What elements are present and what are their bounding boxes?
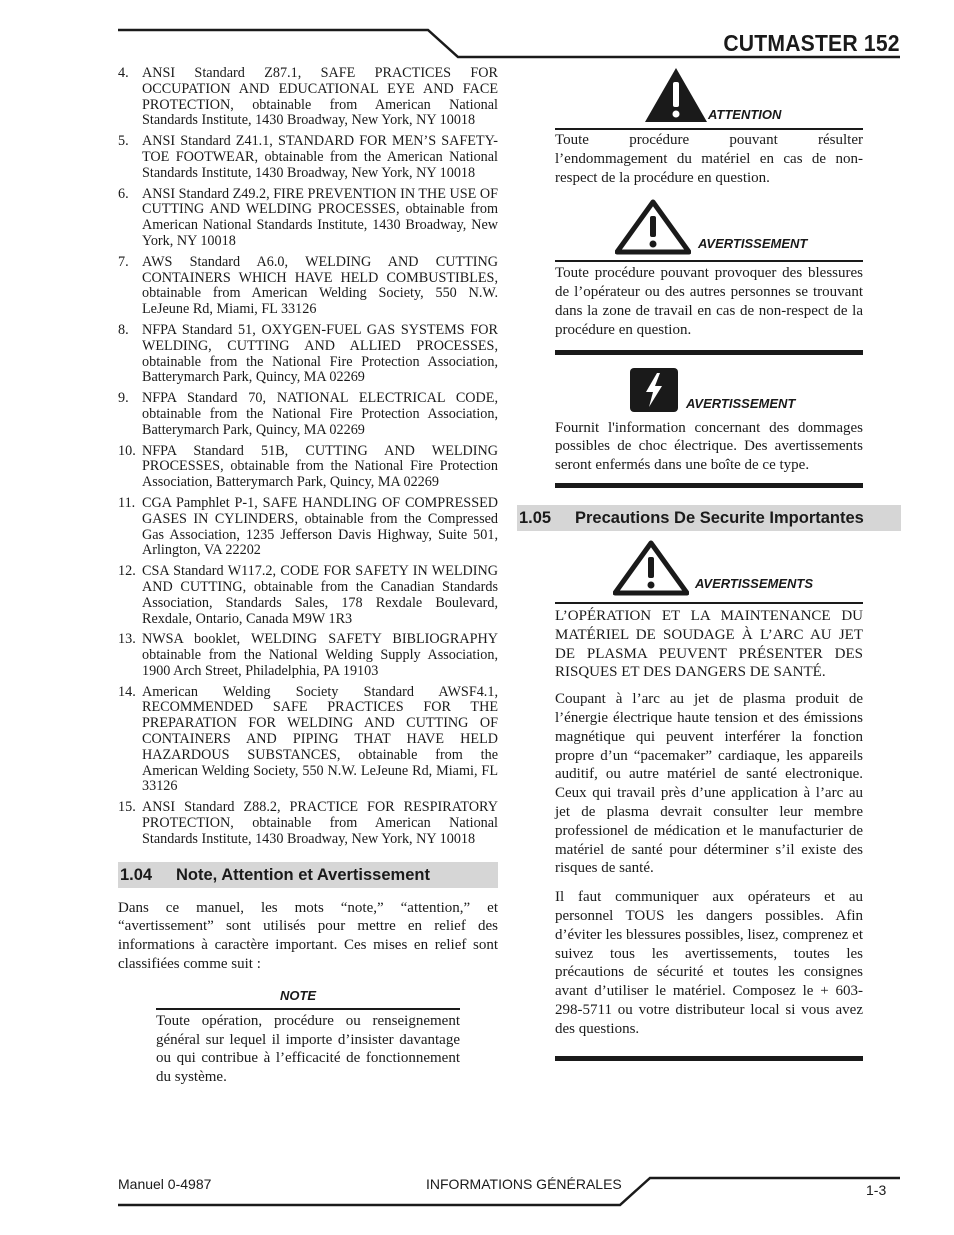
warnings-paragraph-1: Coupant à l’arc au jet de plasma produit de l’énergie électrique haute tension et des émissions magnétique qui peuvent interférer la fonction propre d’un “pacemaker” cardiaque, les appareils auditif, ou autre matériel de santé electronique. Ceux qui travail près d’une application à l’arc au jet de plasma devrait consulter leur membre professionel de médication et le manufacturier de matériel de santé pour déterminer s’il existe des risques de santé. bbox=[555, 691, 863, 877]
list-item: 6. ANSI Standard Z49.2, FIRE PREVENTION IN THE USE OF CUTTING AND WELDING PROCESSES, obtainable from American National Standards Institute, 1430 Broadway, New York, NY 10018 bbox=[118, 185, 498, 249]
warnings-box bbox=[555, 540, 863, 1061]
list-item: 5. ANSI Standard Z41.1, STANDARD FOR MEN’S SAFETY-TOE FOOTWEAR, obtainable from the American National Standards Institute, 1430 Broadway, New York, NY 10018 bbox=[118, 133, 498, 181]
list-item: 9. NFPA Standard 70, NATIONAL ELECTRICAL CODE, obtainable from the National Fire Protection Association, Batterymarch Park, Quincy, MA 02269 bbox=[118, 390, 498, 438]
reference-list bbox=[118, 66, 498, 848]
shock-text: Fournit l'information concernant des dommages possibles de choc électrique. Des avertissements seront enfermés dans une boîte de ce type. bbox=[555, 419, 863, 474]
list-item: 4. ANSI Standard Z87.1, SAFE PRACTICES FOR OCCUPATION AND EDUCATIONAL EYE AND FACE PROTECTION, obtainable from American National Standards Institute, 1430 Broadway, New York, NY 10018 bbox=[118, 65, 498, 129]
warning-rule bbox=[555, 260, 863, 262]
list-item: 11. CGA Pamphlet P-1, SAFE HANDLING OF COMPRESSED GASES IN CYLINDERS, obtainable from the Compressed Gas Association, 1235 Jefferson Davis Highway, Suite 501, Arlington, VA 22202 bbox=[118, 494, 498, 559]
warning-text: Toute procédure pouvant provoquer des blessures de l’opérateur ou des autres personnes se trouvant dans la zone de travail en cas de non-respect de la procédure en question. bbox=[555, 265, 863, 338]
footer-section-name: INFORMATIONS GÉNÉRALES bbox=[426, 1176, 622, 1192]
shock-warning-box bbox=[555, 350, 863, 488]
list-item: 14. American Welding Society Standard AWSF4.1, RECOMMENDED SAFE PRACTICES FOR THE PREPARATION FOR WELDING AND CUTTING OF CONTAINERS AND PIPING THAT HAVE HELD HAZARDOUS SUBSTANCES, obtainable from the American Welding Society, 550 N.W. LeJeune Rd, Miami, FL 33126 bbox=[118, 683, 498, 795]
right-column bbox=[517, 66, 901, 1061]
warning-label: AVERTISSEMENT bbox=[698, 236, 808, 252]
left-column bbox=[118, 66, 498, 1087]
electric-shock-icon bbox=[629, 367, 679, 413]
list-item: 8. NFPA Standard 51, OXYGEN-FUEL GAS SYSTEMS FOR WELDING, CUTTING AND ALLIED PROCESSES, obtainable from the National Fire Protection Association, Batterymarch Park, Quincy, MA 02269 bbox=[118, 321, 498, 386]
attention-rule bbox=[555, 128, 863, 130]
footer-manual-number: Manuel 0-4987 bbox=[118, 1176, 212, 1192]
note-box bbox=[156, 988, 460, 1087]
section-heading-104: 1.04 Note, Attention et Avertissement bbox=[118, 862, 498, 888]
list-item: 13. NWSA booklet, WELDING SAFETY BIBLIOGRAPHY obtainable from the National Welding Supply Association, 1900 Arch Street, Philadelphia, PA 19103 bbox=[118, 631, 498, 679]
shock-label: AVERTISSEMENT bbox=[686, 395, 796, 411]
list-item: 12. CSA Standard W117.2, CODE FOR SAFETY IN WELDING AND CUTTING, obtainable from the Canadian Standards Association, Standards Sales, 178 Rexdale Boulevard, Rexdale, Ontario, Canada M9W 1R3 bbox=[118, 563, 498, 627]
warnings-caps-text: L’OPÉRATION ET LA MAINTENANCE DU MATÉRIEL DE SOUDAGE À L’ARC AU JET DE PLASMA PEUVENT PRÉSENTER DES RISQUES ET DES DANGERS DE SANTÉ. bbox=[555, 607, 863, 681]
attention-box bbox=[555, 66, 863, 187]
list-item: 7. AWS Standard A6.0, WELDING AND CUTTING CONTAINERS WHICH HAVE HELD COMBUSTIBLES, obtainable from American Welding Society, 550 N.W. LeJeune Rd, Miami, FL 33126 bbox=[118, 253, 498, 318]
warning-triangle-icon bbox=[613, 540, 689, 596]
section-104-intro: Dans ce manuel, les mots “note,” “attention,” et “avertissement” sont utilisés pour mettre en relief des informations à caractère important. Ces mises en relief sont classifiées comme suit : bbox=[118, 899, 498, 973]
warning-triangle-icon bbox=[615, 199, 691, 255]
warning-box bbox=[555, 199, 863, 339]
warnings-paragraph-2: Il faut communiquer aux opérateurs et au personnel TOUS les dangers possibles. Afin d’éviter les blessures possibles, lisez, comprenez et suivez tous les avertissements, toutes les précautions de sécurité et toutes les consignes avant d’utiliser le matériel. Composez le + 603-298-5711 ou votre distributeur local si vous avez des questions. bbox=[555, 889, 863, 1037]
shock-bottom-rule bbox=[555, 483, 863, 488]
list-item: 10. NFPA Standard 51B, CUTTING AND WELDING PROCESSES, obtainable from the National Fire Protection Association, Batterymarch Park, Quincy, MA 02269 bbox=[118, 442, 498, 491]
attention-label: ATTENTION bbox=[708, 107, 782, 122]
shock-top-rule bbox=[555, 350, 863, 355]
warnings-label: AVERTISSEMENTS bbox=[695, 575, 813, 591]
attention-text: Toute procédure pouvant résulter l’endommagement du matériel en cas de non-respect de la procédure en question. bbox=[555, 132, 863, 186]
list-item: 15. ANSI Standard Z88.2, PRACTICE FOR RESPIRATORY PROTECTION, obtainable from American National Standards Institute, 1430 Broadway, New York, NY 10018 bbox=[118, 799, 498, 847]
note-text: Toute opération, procédure ou renseignement général sur lequel il importe d’insister davantage ou qui contribue à l’efficacité de fonctionnement du système. bbox=[156, 1012, 460, 1086]
note-rule bbox=[156, 1008, 460, 1010]
section-heading-105: 1.05 Precautions De Securite Importantes bbox=[517, 505, 901, 531]
warnings-rule bbox=[555, 602, 863, 604]
warning-triangle-icon bbox=[643, 66, 709, 124]
warnings-bottom-rule bbox=[555, 1056, 863, 1061]
footer-page-number: 1-3 bbox=[866, 1182, 887, 1198]
product-title: CUTMASTER 152 bbox=[723, 30, 900, 56]
note-label: NOTE bbox=[279, 987, 317, 1003]
